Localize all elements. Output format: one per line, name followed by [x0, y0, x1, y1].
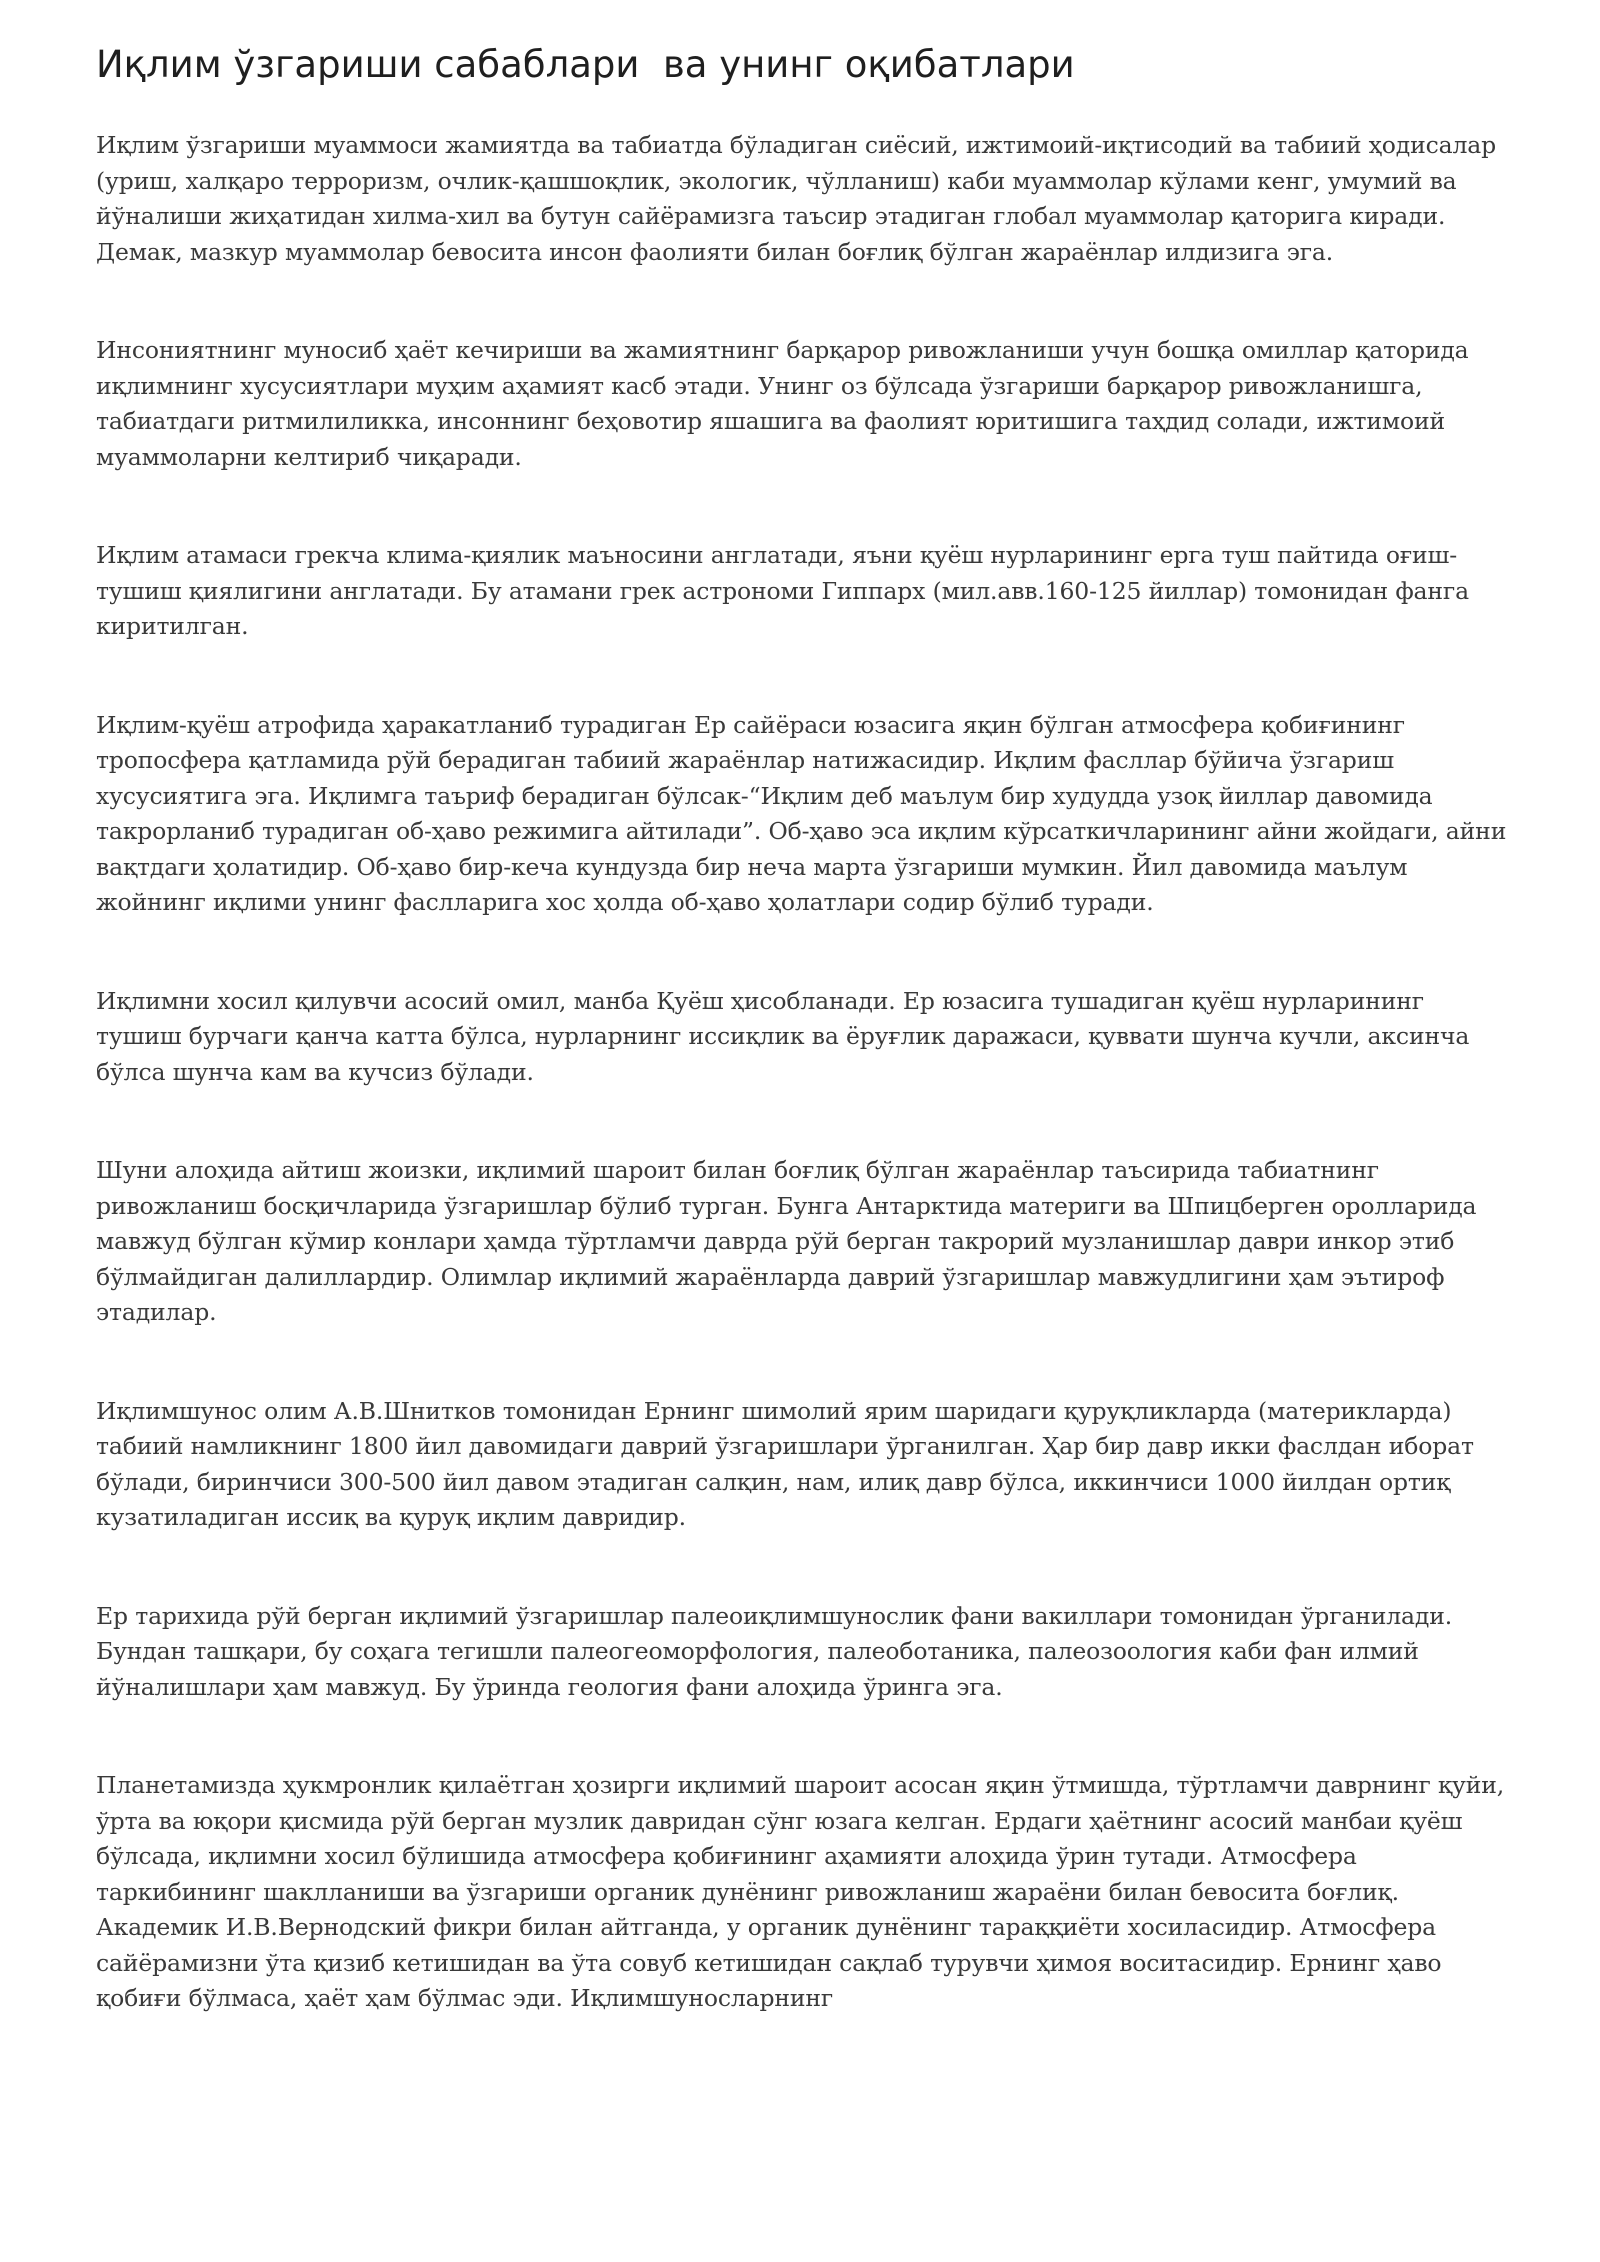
paragraph-1: Иқлим ўзгариши муаммоси жамиятда ва табиатда бўладиган сиёсий, ижтимоий-иқтисодий ва табиий ҳодисалар (уриш, халқаро терроризм, очлик-қашшоқлик, экологик, чўлланиш) каби муаммолар кўлами кенг, умумий ва йўналиши жиҳатидан хилма-хил ва бутун сайёрамизга таъсир этадиган глобал муаммолар қаторига киради. Демак, мазкур муаммолар бевосита инсон фаолияти билан боғлиқ бўлган жараёнлар илдизига эга.: [96, 131, 1496, 266]
paragraph-4: Иқлим-қуёш атрофида ҳаракатланиб турадиган Ер сайёраси юзасига яқин бўлган атмосфера қобиғининг тропосфера қатламида рўй берадиган табиий жараёнлар натижасидир. Иқлим фасллар бўйича ўзгариш хусусиятига эга. Иқлимга таъриф берадиган бўлсак-“Иқлим деб маълум бир худудда узоқ йиллар давомида такрорланиб турадиган об-ҳаво режимига айтилади”. Об-ҳаво эса иқлим кўрсаткичларининг айни жойдаги, айни вақтдаги ҳолатидир. Об-ҳаво бир-кеча кундузда бир неча марта ўзгариши мумкин. Йил давомида маълум жойнинг иқлими унинг фаслларига хос ҳолда об-ҳаво ҳолатлари содир бўлиб туради.: [96, 710, 1507, 916]
paragraph-9: Планетамизда ҳукмронлик қилаётган ҳозирги иқлимий шароит асосан яқин ўтмишда, тўртламчи даврнинг қуйи, ўрта ва юқори қисмида рўй берган музлик давридан сўнг юзага келган. Ердаги ҳаётнинг асосий манбаи қуёш бўлсада, иқлимни хосил бўлишида атмосфера қобиғининг аҳамияти алоҳида ўрин тутади. Атмосфера таркибининг шаклланиши ва ўзгариши органик дунёнинг ривожланиш жараёни билан бевосита боғлиқ. Академик И.В.Вернодский фикри билан айтганда, у органик дунёнинг тараққиёти хосиласидир. Атмосфера сайёрамизни ўта қизиб кетишидан ва ўта совуб кетишидан сақлаб турувчи ҳимоя воситасидир. Ернинг ҳаво қобиғи бўлмаса, ҳаёт ҳам бўлмас эди. Иқлимшуносларнинг: [96, 1771, 1505, 2012]
paragraph-8: Ер тарихида рўй берган иқлимий ўзгаришлар палеоиқлимшунослик фани вакиллари томонидан ўрганилади. Бундан ташқари, бу соҳага тегишли палеогеоморфология, палеоботаника, палеозоология каби фан илмий йўналишлари ҳам мавжуд. Бу ўринда геология фани алоҳида ўринга эга.: [96, 1601, 1453, 1701]
paragraph-7: Иқлимшунос олим А.В.Шнитков томонидан Ернинг шимолий ярим шаридаги қуруқликларда (материкларда) табиий намликнинг 1800 йил давомидаги даврий ўзгаришлари ўрганилган. Ҳар бир давр икки фаслдан иборат бўлади, биринчиси 300-500 йил давом этадиган салқин, нам, илиқ давр бўлса, иккинчиси 1000 йилдан ортиқ кузатиладиган иссиқ ва қуруқ иқлим давридир.: [96, 1396, 1474, 1531]
page-title: Иқлим ўзгариши сабаблари ва унинг оқибатлари: [96, 43, 1075, 86]
paragraph-6: Шуни алоҳида айтиш жоизки, иқлимий шароит билан боғлиқ бўлган жараёнлар таъсирида табиатнинг ривожланиш босқичларида ўзгаришлар бўлиб турган. Бунга Антарктида материги ва Шпицберген оролларида мавжуд бўлган кўмир конлари ҳамда тўртламчи даврда рўй берган такрорий музланишлар даври инкор этиб бўлмайдиган далиллардир. Олимлар иқлимий жараёнларда даврий ўзгаришлар мавжудлигини ҳам эътироф этадилар.: [96, 1156, 1477, 1326]
paragraph-3: Иқлим атамаси грекча клима-қиялик маъносини англатади, яъни қуёш нурларининг ерга туш пайтида оғиш-тушиш қиялигини англатади. Бу атамани грек астрономи Гиппарх (мил.авв.160-125 йиллар) томонидан фанга киритилган.: [96, 541, 1469, 640]
document-page: [96, 40, 1516, 2080]
paragraph-5: Иқлимни хосил қилувчи асосий омил, манба Қуёш ҳисобланади. Ер юзасига тушадиган қуёш нурларининг тушиш бурчаги қанча катта бўлса, нурларнинг иссиқлик ва ёруғлик даражаси, қуввати шунча кучли, аксинча бўлса шунча кам ва кучсиз бўлади.: [96, 986, 1470, 1086]
paragraph-2: Инсониятнинг муносиб ҳаёт кечириши ва жамиятнинг барқарор ривожланиши учун бошқа омиллар қаторида иқлимнинг хусусиятлари муҳим аҳамият касб этади. Унинг оз бўлсада ўзгариши барқарор ривожланишга, табиатдаги ритмилиликка, инсоннинг беҳовотир яшашига ва фаолият юритишига таҳдид солади, ижтимоий муаммоларни келтириб чиқаради.: [96, 336, 1469, 471]
